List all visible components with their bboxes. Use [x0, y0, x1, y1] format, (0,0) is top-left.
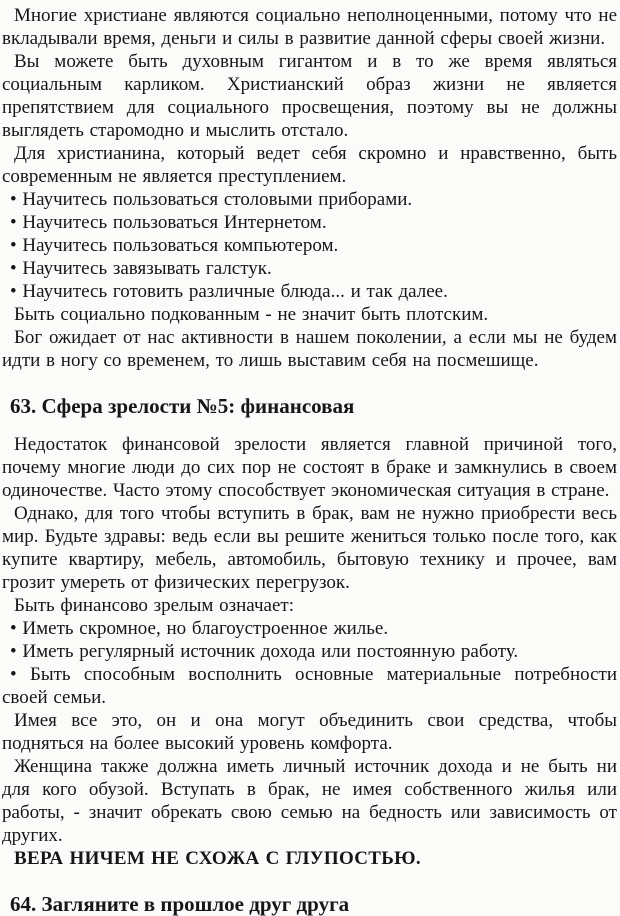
- paragraph: Бог ожидает от нас активности в нашем поколении, а если мы не будем идти в ногу со временем, то лишь выставим себя на посмешище.: [2, 327, 617, 371]
- paragraph: Имея все это, он и она могут объединить свои средства, чтобы подняться на более высокий уровень комфорта.: [2, 710, 617, 754]
- emphasis-line: ВЕРА НИЧЕМ НЕ СХОЖА С ГЛУПОСТЬЮ.: [14, 848, 421, 869]
- section-social-maturity: [2, 4, 617, 372]
- bullet-item: • Научитесь пользоваться Интернетом.: [10, 212, 327, 233]
- bullet-item: • Научитесь пользоваться столовыми приборами.: [10, 189, 413, 210]
- bullet-item: • Иметь регулярный источник дохода или постоянную работу.: [10, 641, 519, 662]
- paragraph: Быть социально подкованным - не значит быть плотским.: [14, 304, 489, 325]
- bullet-item: • Иметь скромное, но благоустроенное жилье.: [10, 618, 389, 639]
- section-look-into-past: [2, 892, 617, 916]
- paragraph: Многие христиане являются социально неполноценными, потому что не вкладывали время, деньги и силы в развитие данной сферы своей жизни.: [2, 5, 617, 49]
- chapter-heading-63: 63. Сфера зрелости №5: финансовая: [10, 394, 355, 418]
- paragraph: Для христианина, который ведет себя скромно и нравственно, быть современным не является преступлением.: [2, 143, 617, 187]
- paragraph: Недостаток финансовой зрелости является главной причиной того, почему многие люди до сих пор не состоят в браке и замкнулись в своем одиночестве. Часто этому способствует экономическая ситуация в стране.: [2, 434, 617, 501]
- section-financial-maturity: [2, 394, 617, 870]
- paragraph: Вы можете быть духовным гигантом и в то же время являться социальным карликом. Христианский образ жизни не является препятствием для социального просвещения, поэтому вы не должны выглядеть старомодно и мыслить отстало.: [2, 51, 617, 141]
- bullet-item: • Научитесь готовить различные блюда... и так далее.: [10, 281, 448, 302]
- bullet-item: • Быть способным восполнить основные материальные потребности своей семьи.: [2, 664, 617, 708]
- paragraph: Однако, для того чтобы вступить в брак, вам не нужно приобрести весь мир. Будьте здравы: ведь если вы решите жениться только после того, как купите квартиру, мебель, автомобиль, бытовую технику и прочее, вам грозит умереть от физических перегрузок.: [2, 503, 617, 593]
- bullet-item: • Научитесь завязывать галстук.: [10, 258, 272, 279]
- paragraph: Быть финансово зрелым означает:: [14, 595, 294, 616]
- paragraph: Женщина также должна иметь личный источник дохода и не быть ни для кого обузой. Вступать в брак, не имея собственного жилья или работы, - значит обрекать свою семью на бедность или зависимость от других.: [2, 756, 617, 846]
- chapter-heading-64: 64. Загляните в прошлое друг друга: [10, 892, 350, 916]
- bullet-item: • Научитесь пользоваться компьютером.: [10, 235, 339, 256]
